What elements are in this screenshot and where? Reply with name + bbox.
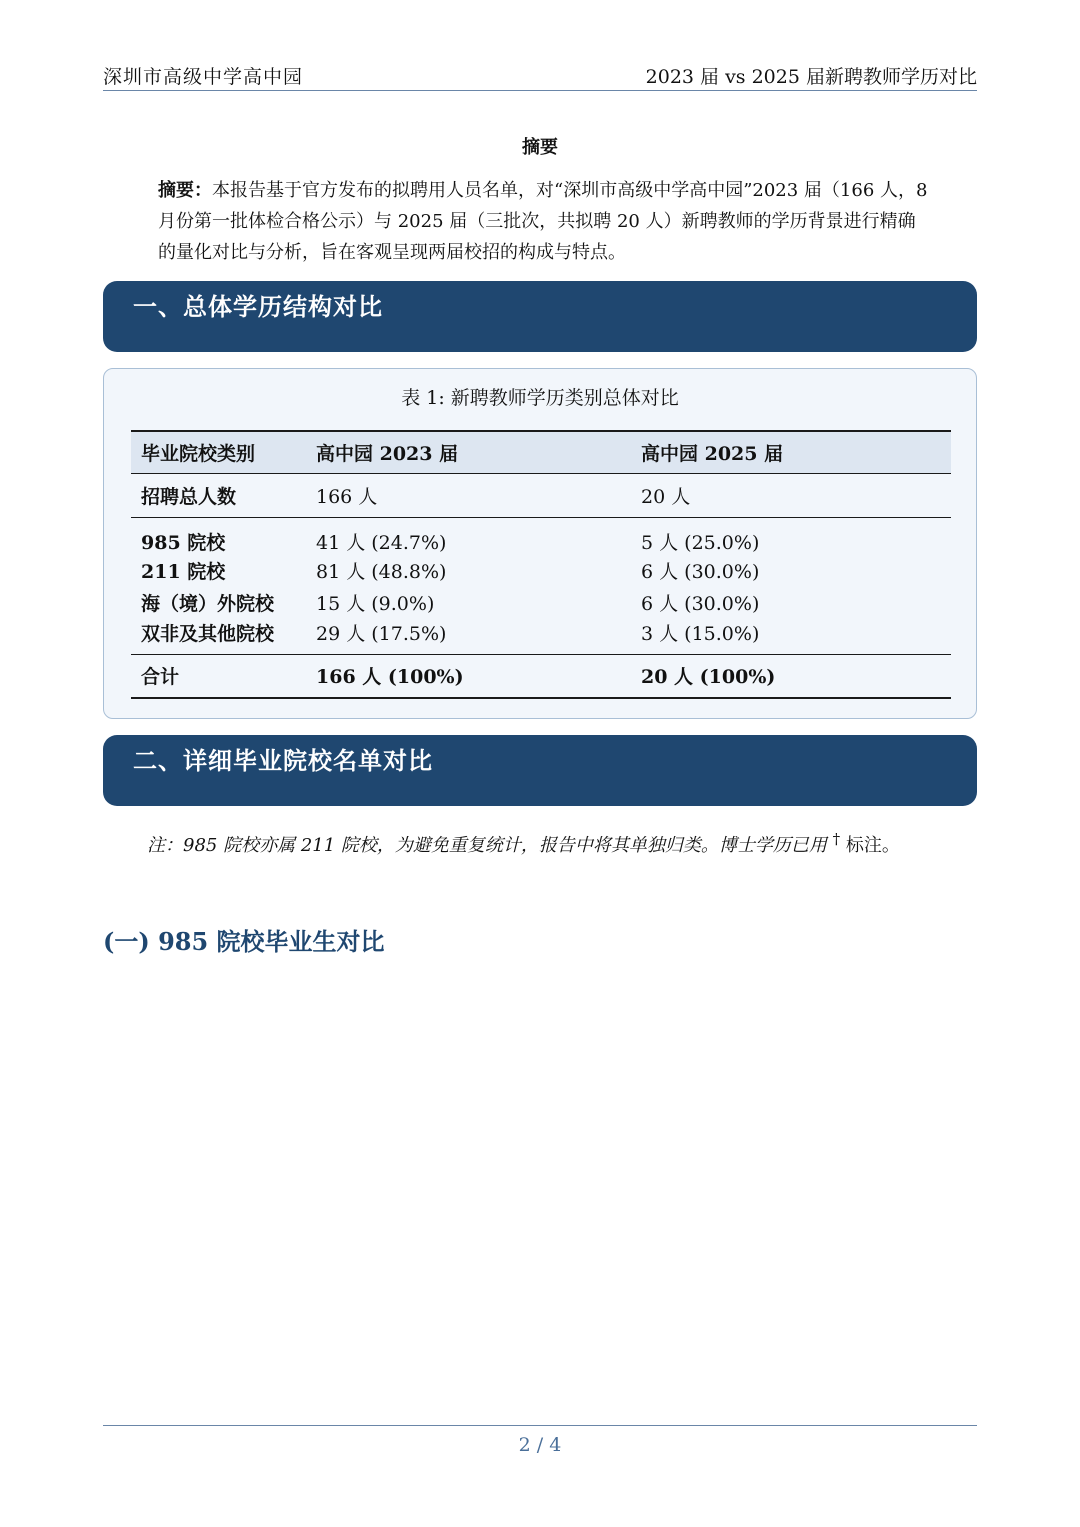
table-row (131, 619, 951, 655)
table-cell: 双非及其他院校 (141, 622, 275, 645)
note-211: 211 (300, 835, 336, 856)
abstract-body (158, 175, 928, 268)
table-cell: 合计 (141, 666, 180, 689)
table-cell: 166 人 (316, 485, 378, 508)
table-header-row (131, 431, 951, 473)
section-title-overall: 一、总体学历结构对比 (133, 292, 383, 321)
table-cell: 211 院校 (141, 561, 226, 583)
note-985: 985 (183, 835, 218, 856)
table-cell: 3 人 (15.0%) (641, 622, 760, 645)
comparison-table-box (103, 368, 977, 719)
table-row-total-hires (131, 473, 951, 517)
table-cell: 985 院校 (141, 531, 226, 554)
table-cell: 166 人 (100%) (316, 666, 464, 689)
table-cell: 81 人 (48.8%) (316, 561, 447, 583)
subsection-title-985: (一) 985 院校毕业生对比 (103, 927, 385, 956)
table-row (131, 555, 951, 587)
footer-divider (103, 1425, 977, 1426)
table-row (131, 517, 951, 555)
table-cell: 5 人 (25.0%) (641, 531, 760, 554)
table-cell: 20 人 (641, 485, 691, 508)
abstract-text: 本报告基于官方发布的拟聘用人员名单，对“深圳市高级中学高中园”2023 届（166 人，8 月份第一批体检合格公示）与 2025 届（三批次，共拟聘 20 人）新聘教师的学历背景进行精确的量化对比与分析，旨在客观呈现两届校招的构成与特点。 (158, 180, 928, 263)
table-row-sum (131, 654, 951, 698)
table-cell: 6 人 (30.0%) (641, 593, 760, 615)
doctorate-mark: † (832, 830, 841, 848)
note-paragraph (103, 823, 977, 862)
table-cell: 15 人 (9.0%) (316, 593, 435, 615)
table-cell: 29 人 (17.5%) (316, 622, 447, 645)
note-part4: 标注。 (840, 835, 900, 856)
header-2023: 高中园 2023 届 (316, 442, 459, 465)
header-report-title: 2023 届 vs 2025 届新聘教师学历对比 (645, 66, 977, 88)
table-row (131, 587, 951, 619)
comparison-table (131, 430, 951, 699)
note-part3: 院校，为避免重复统计，报告中将其单独归类。博士学历已用 (335, 835, 833, 856)
table-cell: 20 人 (100%) (641, 666, 776, 689)
table-cell: 41 人 (24.7%) (316, 531, 447, 554)
section-title-detailed: 二、详细毕业院校名单对比 (133, 746, 433, 775)
table-cell: 6 人 (30.0%) (641, 561, 760, 583)
page-header (103, 58, 977, 91)
note-part2: 院校亦属 (217, 835, 301, 856)
header-2025: 高中园 2025 届 (641, 442, 784, 465)
header-school-name: 深圳市高级中学高中园 (103, 66, 304, 88)
section-banner-detailed (103, 735, 977, 806)
table-cell: 招聘总人数 (141, 485, 237, 508)
page-number: 2 / 4 (518, 1434, 562, 1456)
section-banner-overall (103, 281, 977, 352)
table-cell: 海（境）外院校 (141, 593, 275, 615)
abstract-title: 摘要 (522, 137, 558, 158)
note-prefix: 注： (147, 835, 183, 856)
abstract-label: 摘要： (158, 180, 212, 201)
table-caption: 表 1: 新聘教师学历类别总体对比 (401, 387, 679, 409)
header-category: 毕业院校类别 (141, 442, 256, 465)
